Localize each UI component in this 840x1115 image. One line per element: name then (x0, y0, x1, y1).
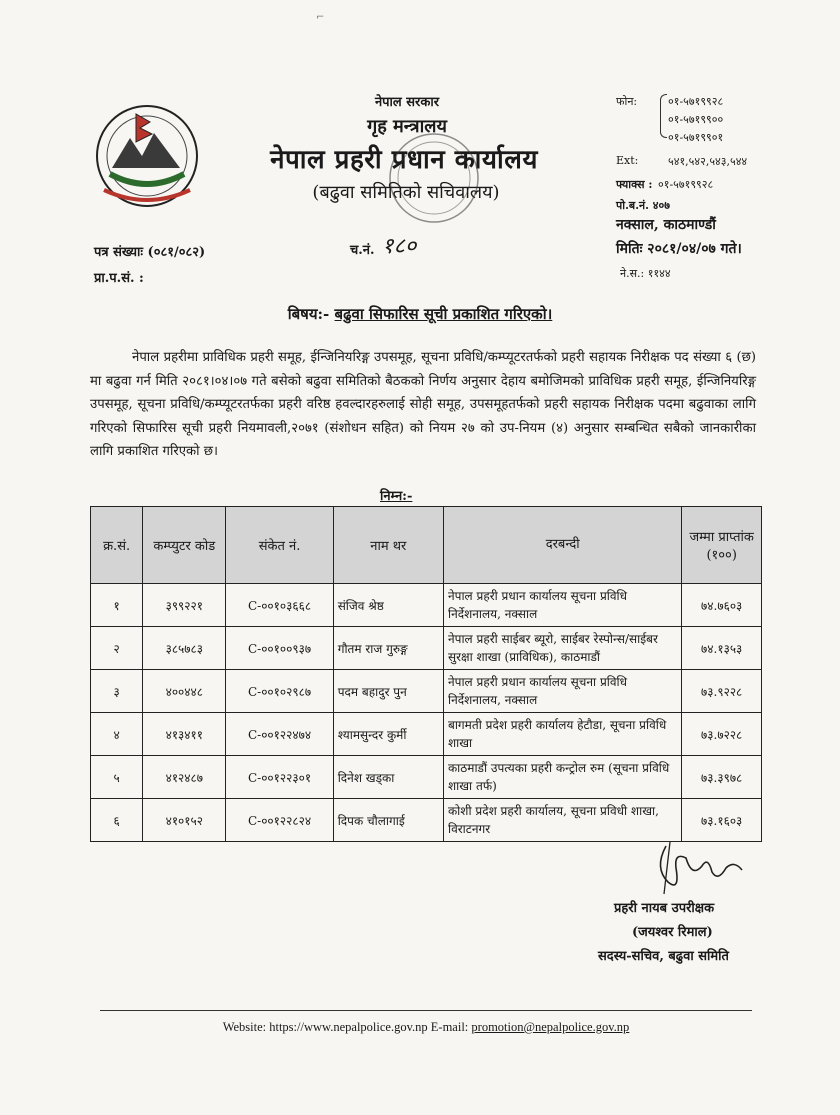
cell-code: ४१०१५२ (143, 799, 226, 842)
scan-mark: ⌐ (316, 12, 325, 23)
col-serial: क्र.सं. (91, 507, 143, 584)
cell-post: काठमाडौं उपत्यका प्रहरी कन्ट्रोल रुम (सूचना प्रविधि शाखा तर्फ) (443, 756, 681, 799)
ext-label: Ext: (616, 154, 639, 167)
nepal-samvat-date: ने.स.: ११४४ (620, 267, 671, 280)
signatory-role: सदस्य-सचिव, बढुवा समिति (598, 949, 729, 964)
dispatch-number-value: १८० (382, 234, 417, 259)
letter-number: पत्र संख्याः (०८१/०८२) (94, 245, 206, 260)
cell-marks: ७३.९२२८ (682, 670, 762, 713)
cell-name: पदम बहादुर पुन (333, 670, 443, 713)
letter-date: मितिः २०८१/०४/०७ गते। (616, 241, 742, 257)
office-stamp-icon (384, 128, 484, 228)
col-post: दरबन्दी (443, 507, 681, 584)
cell-serial: २ (91, 627, 143, 670)
cell-name: संजिव श्रेष्ठ (333, 584, 443, 627)
table-row (91, 584, 762, 627)
footer-contact (90, 1020, 762, 1035)
table-row (91, 670, 762, 713)
city-address: नक्साल, काठमाण्डौं (616, 217, 716, 233)
table-row (91, 799, 762, 842)
table-row (91, 713, 762, 756)
cell-name: दिनेश खड्का (333, 756, 443, 799)
secretariat-subtitle: (बढुवा समितिको सचिवालय) (312, 182, 500, 203)
col-total-marks: जम्मा प्राप्तांक (१००) (682, 507, 762, 584)
signatory-name: (जयश्वर रिमाल) (632, 925, 713, 940)
cell-post: बागमती प्रदेश प्रहरी कार्यालय हेटौडा, सूचना प्रविधि शाखा (443, 713, 681, 756)
table-header-row (91, 507, 762, 584)
cell-post: कोशी प्रदेश प्रहरी कार्यालय, सूचना प्रविधी शाखा, विराटनगर (443, 799, 681, 842)
po-box: पो.ब.नं. ४०७ (616, 199, 670, 212)
cell-serial: ६ (91, 799, 143, 842)
signatory-title: प्रहरी नायब उपरीक्षक (614, 901, 715, 916)
col-computer-code: कम्प्युटर कोड (143, 507, 226, 584)
office-title: नेपाल प्रहरी प्रधान कार्यालय (270, 145, 538, 175)
phone-number-1: ०१-५७१९९२८ (668, 95, 724, 108)
cell-marks: ७४.१३५३ (682, 627, 762, 670)
table-row (91, 627, 762, 670)
cell-symbol: C-००१२२८२४ (226, 799, 333, 842)
cell-symbol: C-००१०२९८७ (226, 670, 333, 713)
fax-value: ०१-५७१९९२८ (658, 178, 714, 191)
cell-name: श्यामसुन्दर कुर्मी (333, 713, 443, 756)
cell-marks: ७३.७२२८ (682, 713, 762, 756)
cell-serial: ४ (91, 713, 143, 756)
prapas-label: प्रा.प.सं. : (94, 271, 144, 286)
cell-marks: ७३.१६०३ (682, 799, 762, 842)
dispatch-number-label: च.नं. (350, 243, 375, 258)
cell-code: ३८५७८३ (143, 627, 226, 670)
subject-line (200, 304, 640, 324)
cell-name: गौतम राज गुरुङ्ग (333, 627, 443, 670)
col-symbol-no: संकेत नं. (226, 507, 333, 584)
ext-value: ५४१,५४२,५४३,५४४ (668, 155, 748, 168)
cell-symbol: C-००१००९३७ (226, 627, 333, 670)
phone-label: फोन: (616, 95, 638, 108)
col-name: नाम थर (333, 507, 443, 584)
cell-code: ४००४४८ (143, 670, 226, 713)
phone-brace (660, 94, 667, 138)
fax-label: फ्याक्स : (616, 178, 653, 191)
table-row (91, 756, 762, 799)
cell-serial: ५ (91, 756, 143, 799)
cell-post: नेपाल प्रहरी प्रधान कार्यालय सूचना प्रविधि निर्देशनालय, नक्साल (443, 584, 681, 627)
cell-code: ४१३४११ (143, 713, 226, 756)
promotion-list-table (90, 506, 762, 842)
handwritten-signature-icon (646, 838, 756, 898)
cell-marks: ७४.७६०३ (682, 584, 762, 627)
cell-serial: १ (91, 584, 143, 627)
cell-name: दिपक चौलागाई (333, 799, 443, 842)
footer-divider (100, 1010, 752, 1011)
cell-symbol: C-००१०३६६८ (226, 584, 333, 627)
footer-website: Website: https://www.nepalpolice.gov.np E-mail: (222, 1020, 472, 1034)
list-heading: निम्न:- (380, 489, 413, 504)
cell-post: नेपाल प्रहरी साईबर ब्यूरो, साईबर रेस्पोन्स/साईबर सुरक्षा शाखा (प्राविधिक), काठमाडौं (443, 627, 681, 670)
cell-code: ४१२४८७ (143, 756, 226, 799)
cell-symbol: C-००१२२३०१ (226, 756, 333, 799)
subject-text: बढुवा सिफारिस सूची प्रकाशित गरिएको। (334, 305, 553, 323)
cell-marks: ७३.३९७८ (682, 756, 762, 799)
cell-serial: ३ (91, 670, 143, 713)
nepal-emblem-icon (92, 98, 202, 210)
cell-code: ३९९२२१ (143, 584, 226, 627)
cell-post: नेपाल प्रहरी प्रधान कार्यालय सूचना प्रविधि निर्देशनालय, नक्साल (443, 670, 681, 713)
footer-email-link[interactable]: promotion@nepalpolice.gov.np (471, 1020, 630, 1034)
body-paragraph: नेपाल प्रहरीमा प्राविधिक प्रहरी समूह, ईन्जिनियरिङ्ग उपसमूह, सूचना प्रविधि/कम्प्यूटरतर्फको प्रहरी सहायक निरीक्षक पद संख्या ६ (छ) मा बढुवा गर्न मिति २०८१।०४।०७ गते बसेको बढुवा समितिको बैठकको निर्णय अनुसार देहाय बमोजिमको प्राविधिक प्रहरी समूह, ईन्जिनियरिङ्ग उपसमूह, सूचना प्रविधि/कम्प्यूटरतर्फका प्रहरी वरिष्ठ हवल्दारहरुलाई सोही समूह, उपसमूहतर्फको प्रहरी सहायक निरीक्षक पदमा बढुवाका लागि गरिएको सिफारिस सूची प्रहरी नियमावली,२०७१ (संशोधन सहित) को नियम २७ को उप-नियम (४) अनुसार सम्बन्धित सबैको जानकारीका लागि प्रकाशित गरिएको छ। (90, 350, 756, 459)
phone-number-2: ०१-५७१९९०० (668, 113, 724, 126)
ministry-name: गृह मन्त्रालय (367, 116, 447, 137)
government-label: नेपाल सरकार (374, 95, 440, 110)
phone-number-3: ०१-५७१९९०१ (668, 131, 724, 144)
subject-prefix: बिषय:- (287, 305, 330, 323)
cell-symbol: C-००१२२४७४ (226, 713, 333, 756)
